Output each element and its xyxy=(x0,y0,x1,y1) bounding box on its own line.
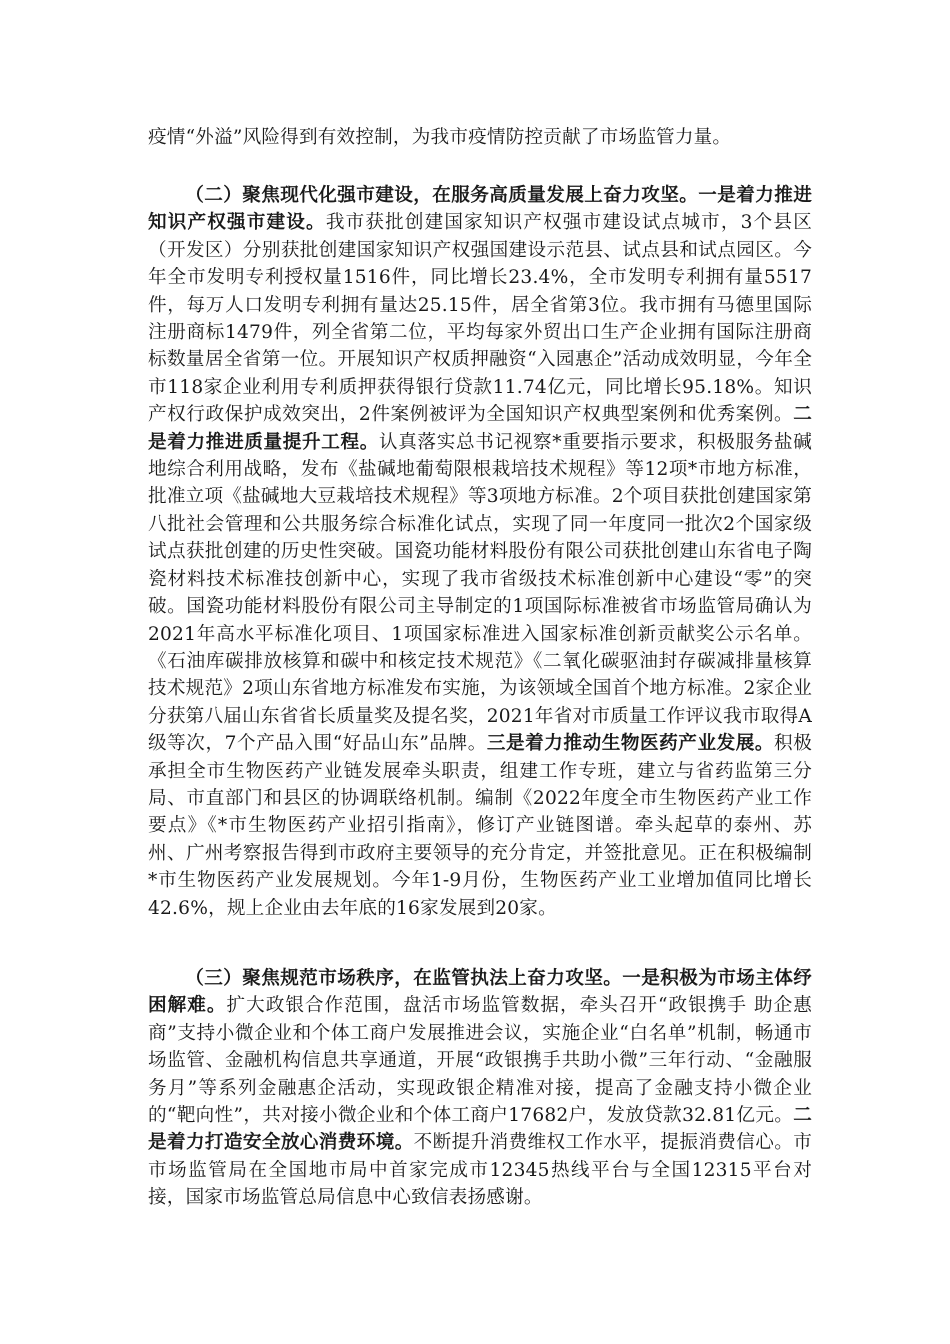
text-run: 积极承担全市生物医药产业链发展牵头职责，组建工作专班，建立与省药监第三分局、市直部门和县区的协调联络机制。编制《2022年度全市生物医药产业工作要点》《*市生物医药产业招引指南》，修订产业链图谱。牵头起草的泰州、苏州、广州考察报告得到市政府主要领导的充分肯定，并签批意见。正在积极编制*市生物医药产业发展规划。今年1-9月份，生物医药产业工业增加值同比增长42.6%，规上企业由去年底的16家发展到20家。 xyxy=(148,733,812,919)
paragraph-section-two xyxy=(148,182,812,922)
subheading-consumption: 二是着力打造安全放心消费环境。 xyxy=(148,1105,812,1154)
text-run: 我市获批创建国家知识产权强市建设试点城市，3个县区（开发区）分别获批创建国家知识产权强国建设示范县、试点县和试点园区。今年全市发明专利授权量1516件，同比增长23.4%，全市发明专利拥有量5517件，每万人口发明专利拥有量达25.15件，居全省第3位。我市拥有马德里国际注册商标1479件，列全省第二位，平均每家外贸出口生产企业拥有国际注册商标数量居全省第一位。开展知识产权质押融资“入园惠企”活动成效明显，今年全市118家企业利用专利质押获得银行贷款11.74亿元，同比增长95.18%。知识产权行政保护成效突出，2件案例被评为全国知识产权典型案例和优秀案例。 xyxy=(148,212,812,426)
paragraph-epidemic-conclusion xyxy=(148,124,812,151)
text-run: 疫情“外溢”风险得到有效控制，为我市疫情防控贡献了市场监管力量。 xyxy=(148,127,732,148)
section-heading: （三）聚焦规范市场秩序，在监管执法上奋力攻坚。一是积极为市场主体纾困解难。 xyxy=(148,968,812,1017)
paragraph-text xyxy=(148,124,812,151)
paragraph-text xyxy=(148,182,812,922)
subheading-quality: 二是着力推进质量提升工程。 xyxy=(148,404,812,453)
text-run: 扩大政银合作范围，盘活市场监管数据，牵头召开“政银携手 助企惠商”支持小微企业和个体工商户发展推进会议，实施企业“白名单”机制，畅通市场监管、金融机构信息共享通道，开展“政银携手共助小微”三年行动、“金融服务月”等系列金融惠企活动，实现政银企精准对接，提高了金融支持小微企业的“靶向性”，共对接小微企业和个体工商户17682户，发放贷款32.81亿元。 xyxy=(148,995,812,1127)
text-run: 不断提升消费维权工作水平，提振消费信心。市市场监管局在全国地市局中首家完成市12345热线平台与全国12315平台对接，国家市场监管总局信息中心致信表扬感谢。 xyxy=(148,1132,812,1209)
paragraph-text xyxy=(148,965,812,1212)
subheading-biomedicine: 三是着力推动生物医药产业发展。 xyxy=(486,733,775,755)
paragraph-section-three xyxy=(148,965,812,1212)
text-run: 认真落实总书记视察*重要指示要求，积极服务盐碱地综合利用战略，发布《盐碱地葡萄限根栽培技术规程》等12项*市地方标准，批准立项《盐碱地大豆栽培技术规程》等3项地方标准。2个项目获批创建国家第八批社会管理和公共服务综合标准化试点，实现了同一年度同一批次2个国家级试点获批创建的历史性突破。国瓷功能材料股份有限公司获批创建山东省电子陶瓷材料技术标准技创新中心，实现了我市省级技术标准创新中心建设“零”的突破。国瓷功能材料股份有限公司主导制定的1项国际标准被省市场监管局确认为2021年高水平标准化项目、1项国家标准进入国家标准创新贡献奖公示名单。《石油库碳排放核算和碳中和核定技术规范》《二氧化碳驱油封存碳减排量核算技术规范》2项山东省地方标准发布实施，为该领域全国首个地方标准。2家企业分获第八届山东省省长质量奖及提名奖，2021年省对市质量工作评议我市取得A级等次，7个产品入围“好品山东”品牌。 xyxy=(148,431,812,755)
section-heading: （二）聚焦现代化强市建设，在服务高质量发展上奋力攻坚。一是着力推进知识产权强市建设。 xyxy=(148,185,812,234)
